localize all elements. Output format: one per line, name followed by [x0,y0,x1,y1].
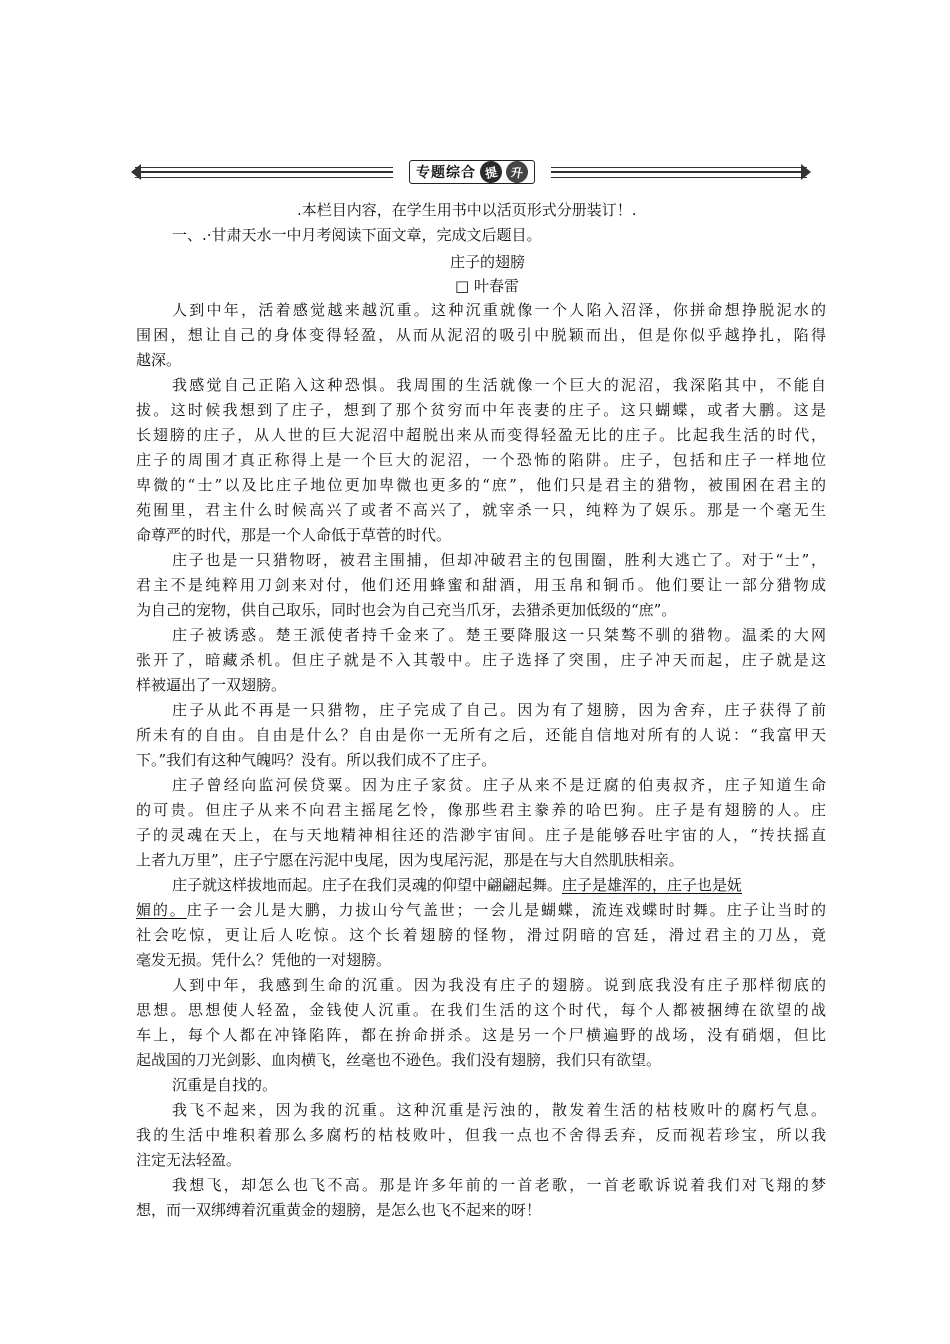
article-line [136,898,826,923]
article-line: 命尊严的时代，那是一个人命低于草菅的时代。 [136,526,452,544]
article-line: 庄子的周围才真正称得上是一个巨大的泥沼，一个恐怖的陷阱。庄子，包括和庄子一样地位 [136,451,826,469]
article-line: 张开了，暗藏杀机。但庄子就是不入其彀中。庄子选择了突围，庄子冲天而起，庄子就是这 [136,651,826,669]
article-line: 我感觉自己正陷入这种恐惧。我周围的生活就像一个巨大的泥沼，我深陷其中，不能自 [172,376,826,394]
article-line: 毫发无损。凭什么？凭他的一对翅膀。 [136,951,392,969]
article-line: 的可贵。但庄子从来不向君主摇尾乞怜，像那些君主豢养的哈巴狗。庄子是有翅膀的人。庄 [136,801,826,819]
underlined-sentence: 庄子是雄浑的，庄子也是妩 [562,876,743,894]
article-line: 社会吃惊，更让后人吃惊。这个长着翅膀的怪物，滑过阴暗的宫廷，滑过君主的刀丛，竟 [136,926,826,944]
article-line: 车上，每个人都在冲锋陷阵，都在拚命拼杀。这是另一个尸横遍野的战场，没有硝烟，但比 [136,1026,826,1044]
article-line: 我想飞，却怎么也飞不高。那是许多年前的一首老歌，一首老歌诉说着我们对飞翔的梦 [172,1176,826,1194]
article-line: 庄子也是一只猎物呀，被君主围捕，但却冲破君主的包围圈，胜利大逃亡了。对于“士”， [172,551,826,569]
article-line: 想，而一双绑缚着沉重黄金的翅膀，是怎么也飞不起来的呀！ [136,1201,542,1219]
line-continuation: 庄子一会儿是大鹏，力拔山兮气盖世；一会儿是蝴蝶，流连戏蝶时时舞。庄子让当时的 [186,901,826,919]
section-banner [135,158,807,188]
article-title: 庄子的翅膀 [450,253,526,271]
article-line: 思想。思想使人轻盈，金钱使人沉重。在我们生活的这个时代，每个人都被捆缚在欲望的战 [136,1001,826,1019]
article-line: 子的灵魂在天上，在与天地精神相往还的浩渺宇宙间。庄子是能够吞吐宇宙的人，“抟扶摇直 [136,826,826,844]
article-line: 为自己的宠物，供自己取乐，同时也会为自己充当爪牙，去猎杀更加低级的“庶”。 [136,601,677,619]
article-line: 我飞不起来，因为我的沉重。这种沉重是污浊的，散发着生活的枯枝败叶的腐朽气息。 [172,1101,826,1119]
article-line: 庄子曾经向监河侯贷粟。因为庄子家贫。庄子从来不是迂腐的伯夷叔齐，庄子知道生命 [172,776,826,794]
article-line: 样被逼出了一双翅膀。 [136,676,287,694]
article-line: 上者九万里”，庄子宁愿在污泥中曳尾，因为曳尾污泥，那是在与大自然肌肤相亲。 [136,851,684,869]
banner-badge-1: 提 [478,159,504,185]
article-line: 越深。 [136,351,182,369]
article-line: 人到中年，活着感觉越来越沉重。这种沉重就像一个人陷入沼泽，你拼命想挣脱泥水的 [172,301,826,319]
question-heading: 一、.·甘肃天水一中月考阅读下面文章，完成文后题目。 [172,226,542,244]
binding-notice: .本栏目内容，在学生用书中以活页形式分册装订！. [297,201,637,219]
article-line: 起战国的刀光剑影、血肉横飞，丝毫也不逊色。我们没有翅膀，我们只有欲望。 [136,1051,662,1069]
article-line: 庄子从此不再是一只猎物，庄子完成了自己。因为有了翅膀，因为舍弃，庄子获得了前 [172,701,826,719]
banner-plate [409,160,535,184]
article-line: 围困，想让自己的身体变得轻盈，从而从泥沼的吸引中脱颖而出，但是你似乎越挣扎，陷得 [136,326,826,344]
article-line: 长翅膀的庄子，从人世的巨大泥沼中超脱出来从而变得轻盈无比的庄子。比起我生活的时代， [136,426,826,444]
article-line: 卑微的“士”以及比庄子地位更加卑微也更多的“庶”，他们只是君主的猎物，被围困在君主的 [136,476,826,494]
article-line: 注定无法轻盈。 [136,1151,242,1169]
article-line: 苑囿里，君主什么时候高兴了或者不高兴了，就宰杀一只，纯粹为了娱乐。那是一个毫无生 [136,501,826,519]
article-line: 拔。这时候我想到了庄子，想到了那个贫穷而中年丧妻的庄子。这只蝴蝶，或者大鹏。这是 [136,401,826,419]
article-line: 庄子就这样拔地而起。庄子在我们灵魂的仰望中翩翩起舞。庄子是雄浑的，庄子也是妩 [172,876,743,894]
article-line: 君主不是纯粹用刀剑来对付，他们还用蜂蜜和甜酒，用玉帛和铜币。他们要让一部分猎物成 [136,576,826,594]
article-line: 所未有的自由。自由是什么？自由是你一无所有之后，还能自信地对所有的人说：“我富甲天 [136,726,826,744]
article-line: 下。”我们有这种气魄吗？没有。所以我们成不了庄子。 [136,751,497,769]
underlined-sentence-end: 媚的。 [136,901,187,919]
article-line: 人到中年，我感到生命的沉重。因为我没有庄子的翅膀。说到底我没有庄子那样彻底的 [172,976,826,994]
banner-badge-2: 升 [504,159,529,184]
article-line: 庄子被诱惑。楚王派使者持千金来了。楚王要降服这一只桀骜不驯的猎物。温柔的大网 [172,626,826,644]
article-line: 我的生活中堆积着那么多腐朽的枯枝败叶，但我一点也不舍得丢弃，反而视若珍宝，所以我 [136,1126,826,1144]
banner-title: 专题综合 [416,165,476,181]
banner-tag [393,158,551,186]
article-author: □ 叶春雷 [455,277,519,295]
article-line: 沉重是自找的。 [172,1076,278,1094]
